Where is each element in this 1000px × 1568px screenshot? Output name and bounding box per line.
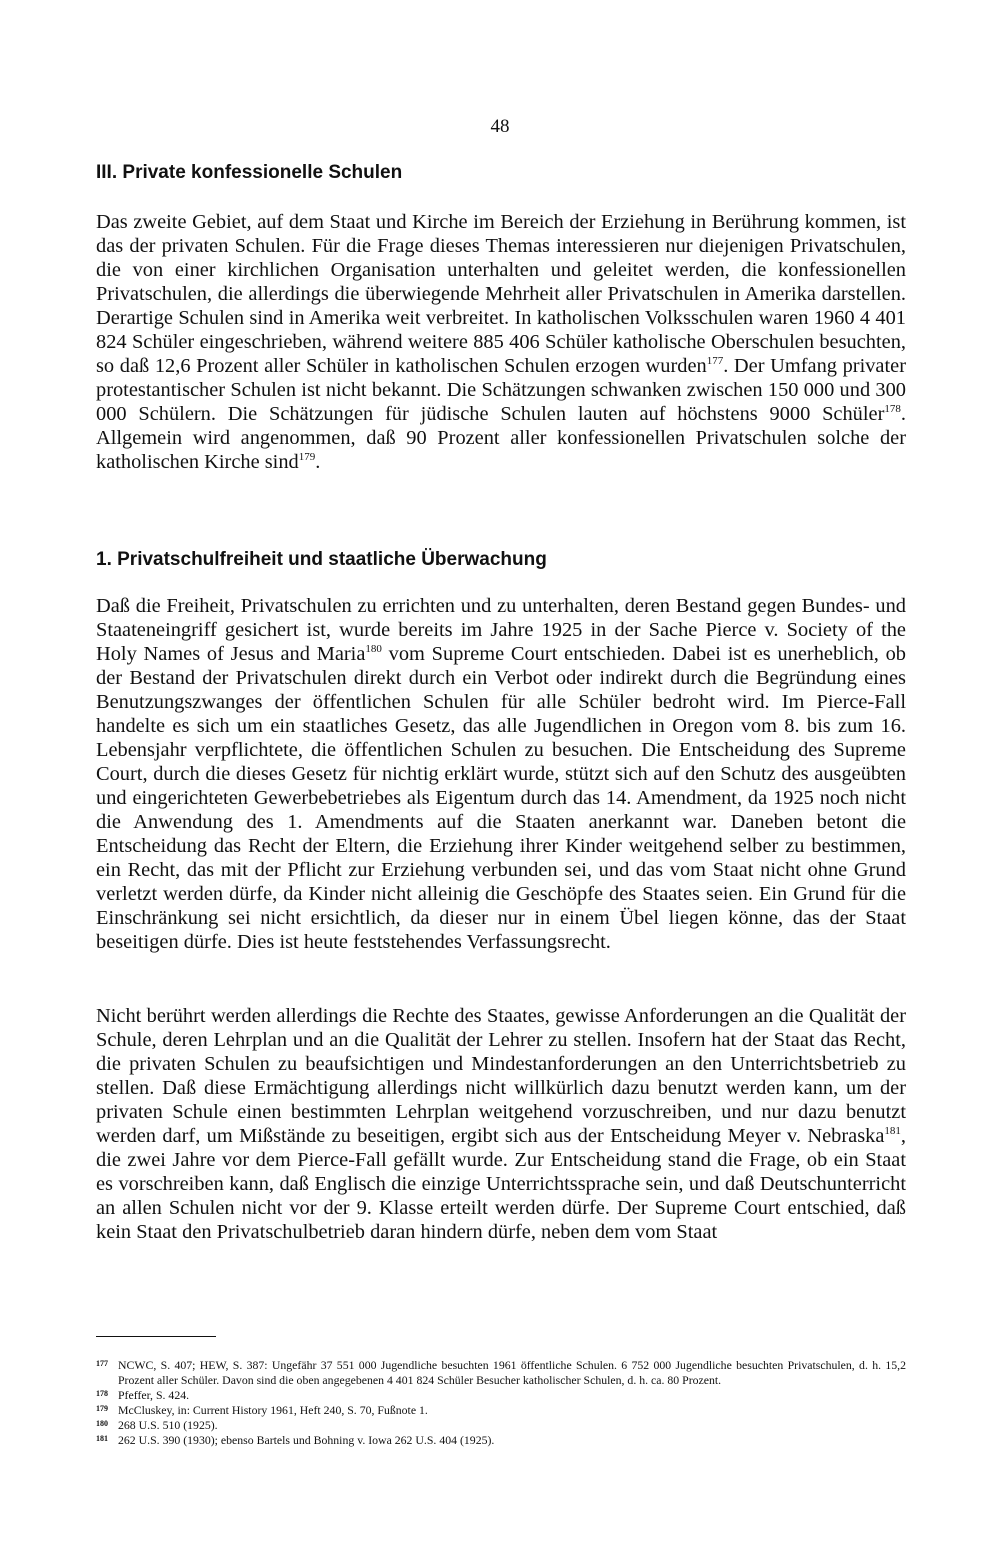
footnote-text: 268 U.S. 510 (1925).: [118, 1418, 218, 1432]
footnote-text: McCluskey, in: Current History 1961, Heft 240, S. 70, Fußnote 1.: [118, 1403, 428, 1417]
footnote: [96, 1403, 906, 1418]
footnote: [96, 1433, 906, 1448]
footnote-text: NCWC, S. 407; HEW, S. 387: Ungefähr 37 551 000 Jugendliche besuchten 1961 öffentliche Schulen. 6 752 000 Jugendliche besuchten Privatschulen, d. h. 15,2 Prozent aller Schüler. Davon sind die oben angegebenen 4 401 824 Schüler Besucher katholischer Schulen, d. h. ca. 80 Prozent.: [118, 1358, 906, 1387]
footnote-ref-181[interactable]: 181: [884, 1125, 901, 1138]
footnote: [96, 1388, 906, 1403]
footnote-ref-177[interactable]: 177: [706, 355, 724, 368]
para2-text-2: vom Supreme Court entschieden. Dabei ist es unerheblich, ob der Bestand der Privatschulen direkt durch ein Verbot oder indirekt durch die Begründung eines Benutzungszwanges der öffentlichen Schulen für alle Schüler bedroht wird. Im Pierce-Fall handelte es sich um ein staatliches Gesetz, das alle Jugendlichen in Oregon vom 8. bis zum 16. Lebensjahr verpflichtete, die öffentlichen Schulen zu besuchen. Die Entscheidung des Supreme Court, durch die dieses Gesetz für nichtig erklärt wurde, stützt sich auf den Schutz des ausgeübten und eingerichteten Gewerbebetriebes als Eigentum durch das 14. Amendment, da 1925 noch nicht die Anwendung des 1. Amendments auf die Staaten anerkannt war. Daneben betont die Entscheidung das Recht der Eltern, die Erziehung ihrer Kinder weitgehend selber zu bestimmen, ein Recht, das mit der Pflicht zur Erziehung verbunden sei, und das vom Staat nicht ohne Grund verletzt werden dürfe, da Kinder nicht alleinig die Geschöpfe des Staates seien. Ein Grund für die Einschränkung sei nicht ersichtlich, da dieser nur in einem Übel liegen könne, das der Staat beseitigen dürfe. Dies ist heute feststehendes Verfassungsrecht.: [96, 643, 906, 953]
footnote-number: 180: [96, 1419, 108, 1428]
footnote-number: 181: [96, 1434, 108, 1443]
para3-text-2: , die zwei Jahre vor dem Pierce-Fall gefällt wurde. Zur Entscheidung stand die Frage, ob ein Staat es vorschreiben kann, daß Englisch die einzige Unterrichtssprache sein, und daß Deutschunterricht an allen Schulen nicht vor der 9. Klasse erteilt werden dürfe. Der Supreme Court entschied, daß kein Staat den Privatschulbetrieb daran hindern dürfe, neben dem vom Staat: [96, 1125, 906, 1243]
intro-text-1: Das zweite Gebiet, auf dem Staat und Kirche im Bereich der Erziehung in Berührung kommen, ist das der privaten Schulen. Für die Frage dieses Themas interessieren nur diejenigen Privatschulen, die von einer kirchlichen Organisation unterhalten und geleitet werden, die konfessionellen Privatschulen, die allerdings die überwiegende Mehrheit aller Privatschulen in Amerika darstellen. Derartige Schulen sind in Amerika weit verbreitet. In katholischen Volksschulen waren 1960 4 401 824 Schüler eingeschrieben, während weitere 885 406 Schüler katholische Oberschulen besuchten, so daß 12,6 Prozent aller Schüler in katholischen Schulen erzogen wurden: [96, 211, 906, 377]
footnote-number: 179: [96, 1404, 108, 1413]
footnotes: [96, 1358, 906, 1448]
footnote-separator: [96, 1336, 216, 1337]
footnote-text: Pfeffer, S. 424.: [118, 1388, 190, 1402]
page-number: 48: [490, 116, 510, 137]
footnote: [96, 1358, 906, 1388]
footnote-text: 262 U.S. 390 (1930); ebenso Bartels und Bohning v. Iowa 262 U.S. 404 (1925).: [118, 1433, 495, 1447]
subsection-title: 1. Privatschulfreiheit und staatliche Überwachung: [96, 549, 547, 570]
para2-text-1: Daß die Freiheit, Privatschulen zu errichten und zu unterhalten, deren Bestand gegen Bundes- und Staateneingriff gesichert ist, wurde bereits im Jahre 1925 in der Sache Pierce v. Society of the Holy Names of Jesus and Maria: [96, 595, 906, 665]
section-title: III. Private konfessionelle Schulen: [96, 162, 403, 183]
intro-paragraph: [96, 210, 906, 474]
footnote-number: 177: [96, 1359, 108, 1368]
intro-text-4: .: [315, 451, 321, 473]
body-paragraph-3: [96, 1004, 906, 1244]
footnote-ref-178[interactable]: 178: [884, 403, 901, 416]
footnote: [96, 1418, 906, 1433]
para3-text-1: Nicht berührt werden allerdings die Rechte des Staates, gewisse Anforderungen an die Qualität der Schule, deren Lehrplan und an die Qualität der Lehrer zu stellen. Insofern hat der Staat das Recht, die privaten Schulen zu beaufsichtigen und Mindestanforderungen an den Unterrichtsbetrieb zu stellen. Daß diese Ermächtigung allerdings nicht willkürlich dazu benutzt werden kann, um der privaten Schule einen bestimmten Lehrplan weitgehend vorzuschreiben, und nur dazu benutzt werden darf, um Mißstände zu beseitigen, ergibt sich aus der Entscheidung Meyer v. Nebraska: [96, 1005, 906, 1147]
body-paragraph-2: [96, 594, 906, 954]
intro-text-2: . Der Umfang privater protestantischer Schulen ist nicht bekannt. Die Schätzungen schwanken zwischen 150 000 und 300 000 Schülern. Die Schätzungen für jüdische Schulen lauten auf höchstens 9000 Schüler: [96, 355, 906, 425]
footnote-ref-180[interactable]: 180: [365, 643, 382, 656]
footnote-number: 178: [96, 1389, 108, 1398]
footnote-ref-179[interactable]: 179: [298, 451, 316, 464]
intro-text-3: . Allgemein wird angenommen, daß 90 Prozent aller konfessionellen Privatschulen solche der katholischen Kirche sind: [96, 403, 906, 473]
